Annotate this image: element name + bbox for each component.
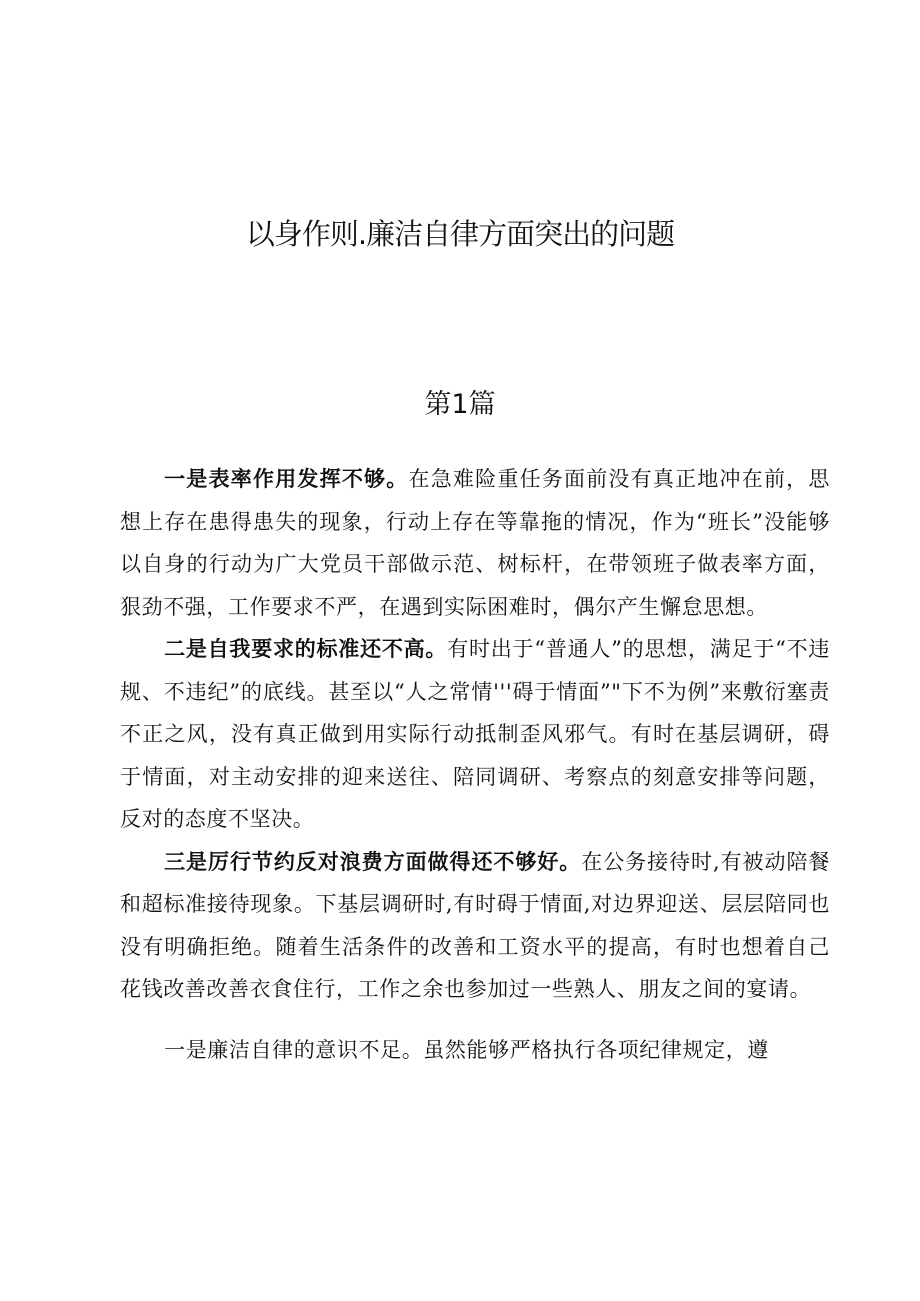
paragraph-1 <box>120 458 830 628</box>
paragraph-lead: 二是自我要求的标准还不高。 <box>164 637 448 661</box>
paragraph-2 <box>120 628 830 841</box>
paragraph-3 <box>120 841 830 1011</box>
document-body <box>120 458 830 1071</box>
paragraph-lead: 一是表率作用发挥不够。 <box>164 467 409 491</box>
section-title: 第1篇 <box>424 389 496 420</box>
paragraph-text: 在公务接待时,有被动陪餐和超标准接待现象。下基层调研时,有时碍于情面,对边界迎送、层层陪同也没有明确拒绝。随着生活条件的改善和工资水平的提高，有时也想着自己花钱改善改善衣食住行，工作之余也参加过一些熟人、朋友之间的宴请。 <box>120 849 831 1001</box>
paragraph-4 <box>120 1029 830 1072</box>
paragraph-text: 有时出于“普通人”的思想，满足于“不违规、不违纪”的底线。甚至以“人之常情'''碍于情面”"下不为例”来敷衍塞责不正之风，没有真正做到用实际行动抵制歪风邪气。有时在基层调研，碍于情面，对主动安排的迎来送往、陪同调研、考察点的刻意安排等问题，反对的态度不坚决。 <box>120 637 830 831</box>
document-title: 以身作则.廉洁自律方面突出的问题 <box>245 217 675 251</box>
paragraph-text: 在急难险重任务面前没有真正地冲在前，思想上存在患得患失的现象，行动上存在等靠拖的情况，作为“班长”没能够以自身的行动为广大党员干部做示范、树标杆，在带领班子做表率方面，狠劲不强，工作要求不严，在遇到实际困难时，偶尔产生懈怠思想。 <box>120 467 830 619</box>
paragraph-text: 一是廉洁自律的意识不足。虽然能够严格执行各项纪律规定，遵 <box>164 1037 769 1062</box>
paragraph-lead: 三是厉行节约反对浪费方面做得还不够好。 <box>164 849 582 874</box>
